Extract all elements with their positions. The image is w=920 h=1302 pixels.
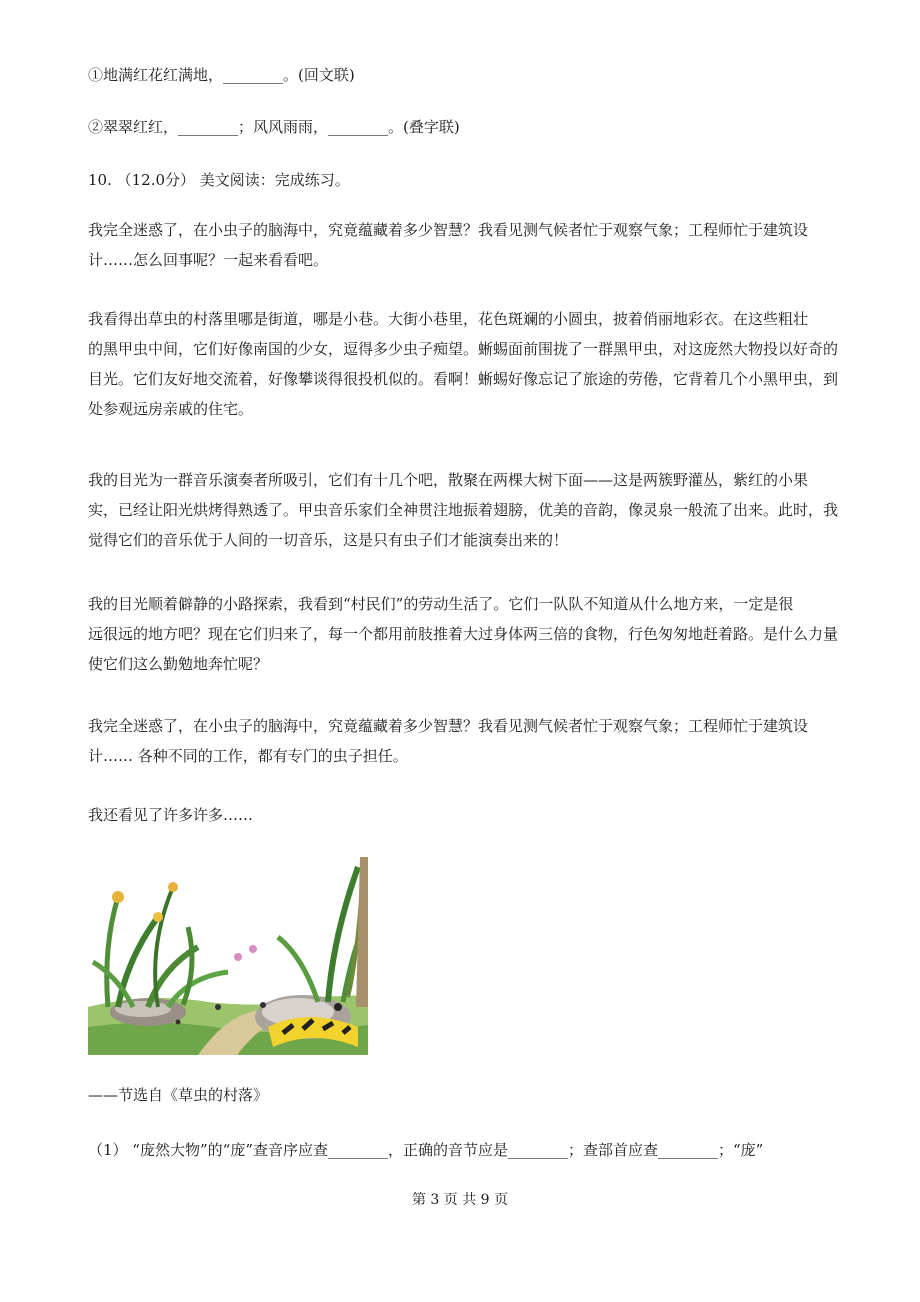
paragraph-line: 使它们这么勤勉地奔忙呢？ — [88, 655, 269, 673]
couplet-item-1: ①地满红花红满地，________。(回文联) — [88, 66, 355, 84]
question-10-heading: 10. （12.0分） 美文阅读：完成练习。 — [88, 171, 350, 189]
paragraph-line: 远很远的地方吧？现在它们归来了，每一个都用前肢推着大过身体两三倍的食物，行色匆匆地赶着路。是什么力量 — [88, 625, 839, 643]
passage-paragraph-3 — [88, 465, 868, 555]
passage-paragraph-1 — [88, 215, 868, 275]
source-citation: ——节选自《草虫的村落》 — [88, 1086, 269, 1104]
paragraph-line: 我的目光顺着僻静的小路探索，我看到“村民们”的劳动生活了。它们一队队不知道从什么地方来，一定是很 — [88, 595, 794, 613]
paragraph-line: 我的目光为一群音乐演奏者所吸引，它们有十几个吧，散聚在两棵大树下面——这是两簇野灌丛，紫红的小果 — [88, 471, 809, 489]
page-footer: 第 3 页 共 9 页 — [411, 1192, 509, 1208]
passage-paragraph-5 — [88, 711, 868, 771]
paragraph-line: 觉得它们的音乐优于人间的一切音乐，这是只有虫子们才能演奏出来的！ — [88, 531, 569, 549]
couplet-item-2: ②翠翠红红，________；风风雨雨，________。(叠字联) — [88, 118, 460, 136]
grass-insect-village-illustration — [88, 857, 368, 1055]
paragraph-line: 目光。它们友好地交流着，好像攀谈得很投机似的。看啊！蜥蜴好像忘记了旅途的劳倦，它背着几个小黑甲虫，到 — [88, 370, 839, 388]
sub-question-1: （1） “庞然大物”的“庞”查音序应查________，正确的音节应是________；查部首应查________；“庞” — [88, 1141, 764, 1159]
passage-paragraph-4 — [88, 589, 868, 679]
passage-paragraph-2 — [88, 304, 868, 424]
paragraph-line: 我完全迷惑了，在小虫子的脑海中，究竟蕴藏着多少智慧？我看见测气候者忙于观察气象；工程师忙于建筑设 — [88, 221, 809, 239]
paragraph-line: 我看得出草虫的村落里哪是街道，哪是小巷。大街小巷里，花色斑斓的小圆虫，披着俏丽地彩衣。在这些粗壮 — [88, 310, 809, 328]
paragraph-line: 计…… 各种不同的工作，都有专门的虫子担任。 — [88, 747, 408, 765]
paragraph-line: 的黑甲虫中间，它们好像南国的少女，逗得多少虫子痴望。蜥蜴面前围拢了一群黑甲虫，对这庞然大物投以好奇的 — [88, 340, 839, 358]
paragraph-line: 我完全迷惑了，在小虫子的脑海中，究竟蕴藏着多少智慧？我看见测气候者忙于观察气象；工程师忙于建筑设 — [88, 717, 809, 735]
paragraph-line: 实，已经让阳光烘烤得熟透了。甲虫音乐家们全神贯注地振着翅膀，优美的音韵，像灵泉一般流了出来。此时，我 — [88, 501, 839, 519]
paragraph-line: 计……怎么回事呢？一起来看看吧。 — [88, 251, 329, 269]
passage-paragraph-6: 我还看见了许多许多…… — [88, 806, 254, 824]
paragraph-line: 处参观远房亲戚的住宅。 — [88, 400, 254, 418]
